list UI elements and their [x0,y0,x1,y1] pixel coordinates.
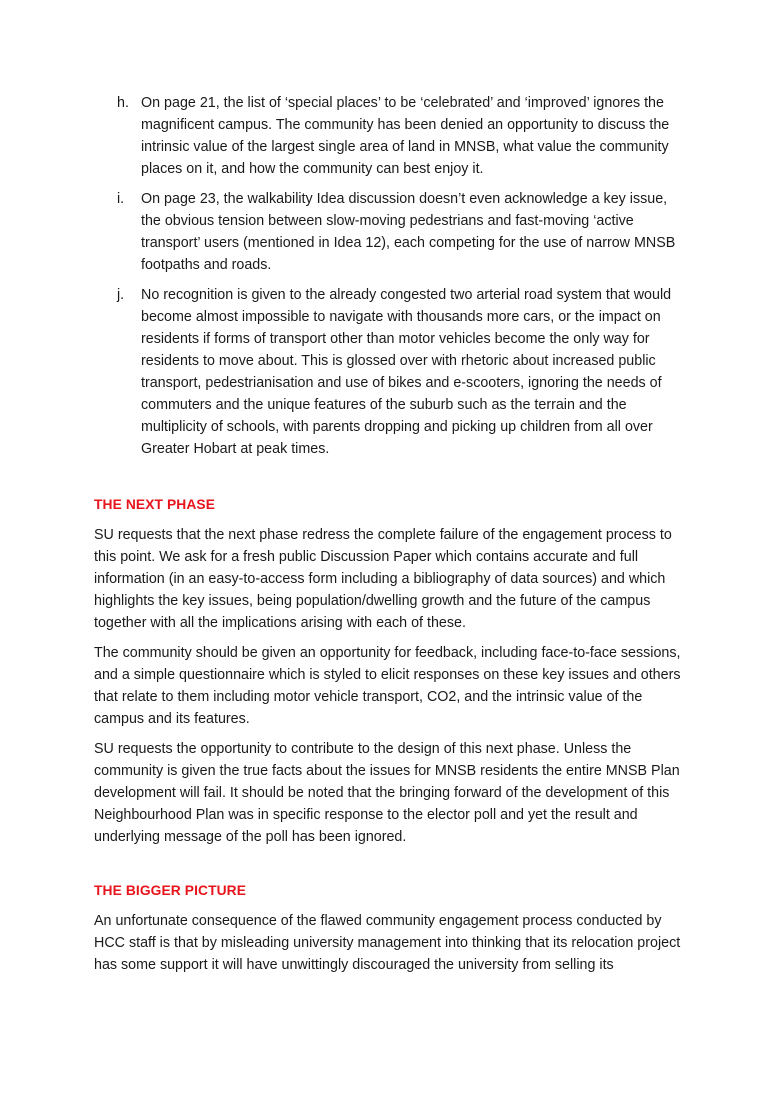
paragraph: The community should be given an opportunity for feedback, including face-to-face sessions, and a simple questionnaire which is styled to elicit responses on these key issues and others that relate to them including motor vehicle transport, CO2, and the intrinsic value of the campus and its features. [94,645,681,727]
document-page [94,92,688,984]
list-item-j [94,284,688,460]
section-heading-bigger-picture: THE BIGGER PICTURE [94,883,247,898]
paragraph: SU requests that the next phase redress the complete failure of the engagement process to this point. We ask for a fresh public Discussion Paper which contains accurate and full information (in an easy-to-access form including a bibliography of data sources) and which highlights the key issues, being population/dwelling growth and the future of the campus together with all the implications arising with each of these. [94,527,672,631]
section-heading-next-phase: THE NEXT PHASE [94,497,215,512]
paragraph: An unfortunate consequence of the flawed community engagement process conducted by HCC staff is that by misleading university management into thinking that its relocation project has some support it will have unwittingly discouraged the university from selling its [94,913,681,973]
paragraph: SU requests the opportunity to contribute to the design of this next phase. Unless the community is given the true facts about the issues for MNSB residents the entire MNSB Plan development will fail. It should be noted that the bringing forward of the development of this Neighbourhood Plan was in specific response to the elector poll and yet the result and underlying message of the poll has been ignored. [94,741,680,845]
spacer [94,468,688,494]
list-item-text: No recognition is given to the already congested two arterial road system that would become almost impossible to navigate with thousands more cars, or the impact on residents if forms of transport other than motor vehicles become the only way for residents to move about. This is glossed over with rhetoric about increased public transport, pedestrianisation and use of bikes and e-scooters, ignoring the needs of commuters and the unique features of the suburb such as the terrain and the multiplicity of schools, with parents dropping and picking up children from all over Greater Hobart at peak times. [141,287,672,457]
list-marker: j. [117,287,125,303]
list-marker: i. [117,191,125,207]
spacer [94,856,688,880]
list-marker: h. [117,95,129,111]
list-item-text: On page 21, the list of ‘special places’ to be ‘celebrated’ and ‘improved’ ignores the magnificent campus. The community has been denied an opportunity to discuss the intrinsic value of the largest single area of land in MNSB, what value the community places on it, and how the community can best enjoy it. [141,95,670,177]
list-item-text: On page 23, the walkability Idea discussion doesn’t even acknowledge a key issue, the obvious tension between slow-moving pedestrians and fast-moving ‘active transport’ users (mentioned in Idea 12), each competing for the use of narrow MNSB footpaths and roads. [141,191,676,273]
list-item-i [94,188,688,276]
list-item-h [94,92,688,180]
